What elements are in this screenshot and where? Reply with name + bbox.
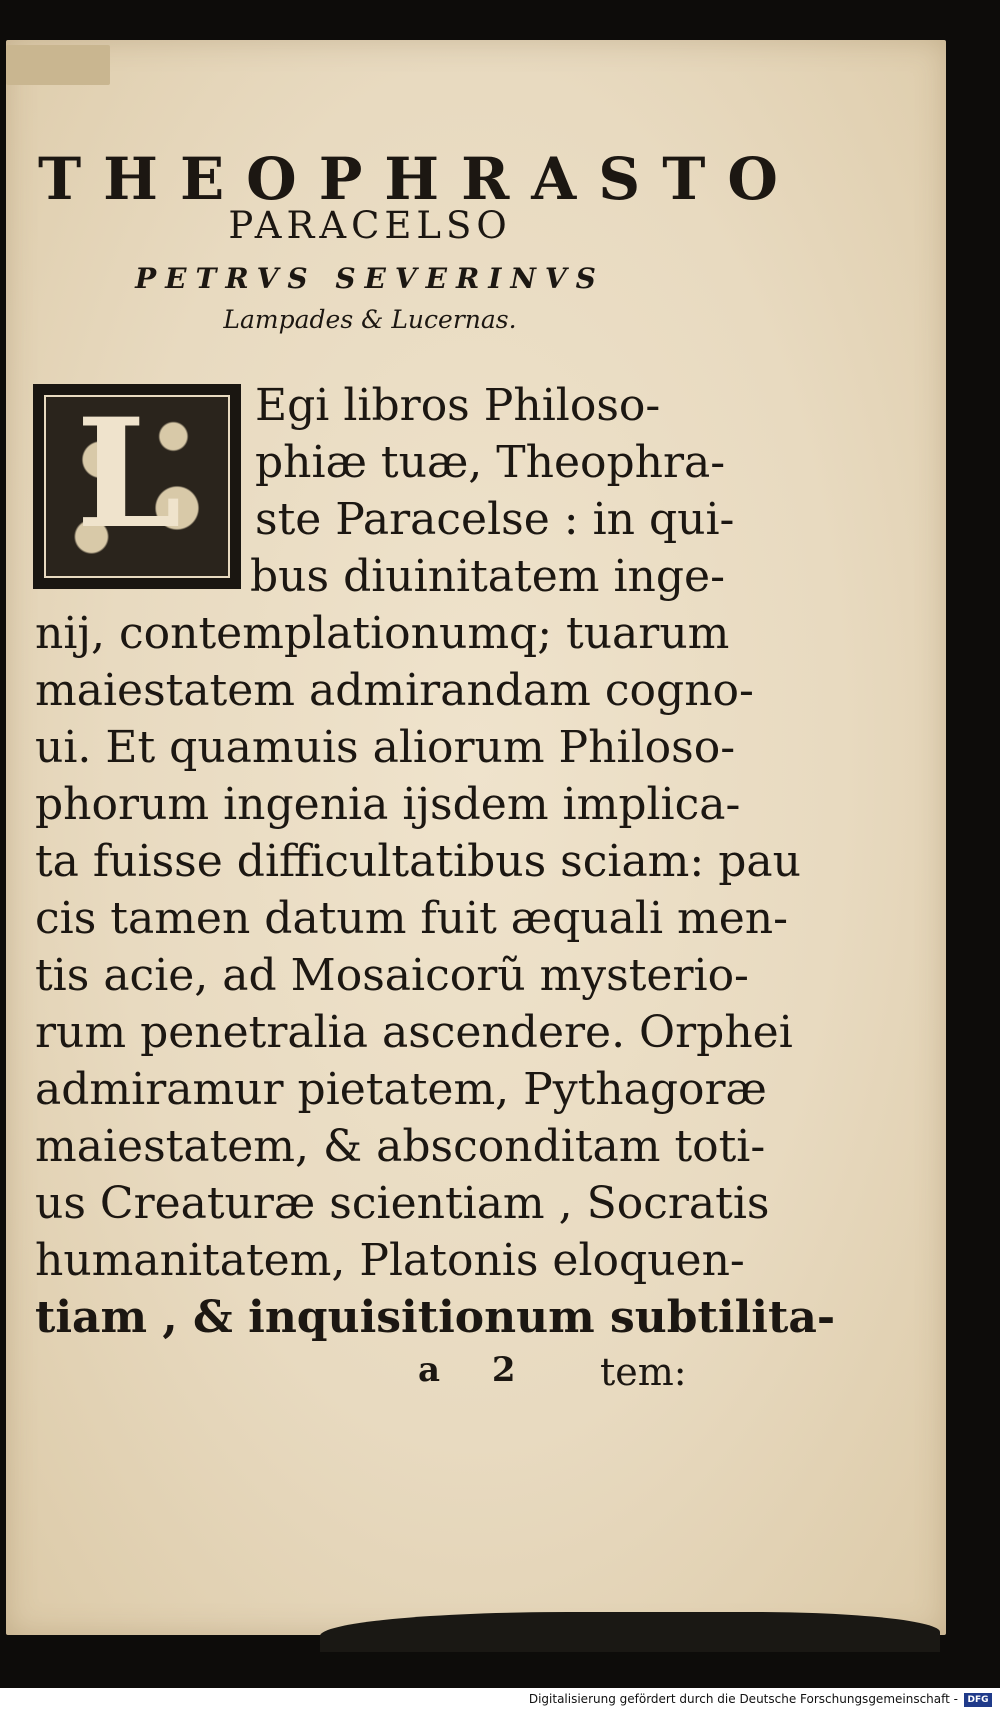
- heading-line-3: PETRVS SEVERINVS: [135, 262, 605, 295]
- text-line: us Creaturæ scientiam , Socratis: [35, 1178, 770, 1229]
- text-line: maiestatem admirandam cogno-: [35, 665, 754, 716]
- text-line: ui. Et quamuis aliorum Philoso-: [35, 722, 736, 773]
- dfg-logo-icon[interactable]: DFG: [964, 1693, 992, 1707]
- initial-letter: L: [76, 386, 182, 562]
- decorated-initial: [33, 384, 241, 589]
- heading-line-4: Lampades & Lucernas.: [223, 305, 517, 334]
- text-line: Egi libros Philoso-: [255, 380, 661, 431]
- text-line: admiramur pietatem, Pythagoræ: [35, 1064, 767, 1115]
- text-line: ta fuisse difficultatibus sciam: pau: [35, 836, 801, 887]
- footer-bar: [0, 1688, 1000, 1713]
- page-tab: [6, 45, 110, 85]
- text-line: ste Paracelse : in qui-: [255, 494, 735, 545]
- text-line: bus diuinitatem inge-: [250, 551, 725, 602]
- heading-line-2: PARACELSO: [228, 204, 512, 247]
- text-line: phiæ tuæ, Theophra-: [255, 437, 726, 488]
- footer-text: Digitalisierung gefördert durch die Deutsche Forschungsgemeinschaft -: [528, 1692, 958, 1706]
- text-line: maiestatem, & absconditam toti-: [35, 1121, 766, 1172]
- torn-page-edge: [320, 1612, 940, 1652]
- text-line: cis tamen datum fuit æquali men-: [35, 893, 788, 944]
- text-line: humanitatem, Platonis eloquen-: [35, 1235, 745, 1286]
- text-line: tiam , & inquisitionum subtilita-: [35, 1292, 836, 1343]
- text-line: nij, contemplationumq; tuarum: [35, 608, 730, 659]
- signature-mark: a 2: [418, 1350, 536, 1390]
- text-line: phorum ingenia ijsdem implica-: [35, 779, 741, 830]
- text-line: tis acie, ad Mosaicorũ mysterio-: [35, 950, 749, 1001]
- catchword: tem:: [600, 1350, 687, 1394]
- text-line: rum penetralia ascendere. Orphei: [35, 1007, 793, 1058]
- heading-line-1: THEOPHRASTO: [38, 145, 800, 213]
